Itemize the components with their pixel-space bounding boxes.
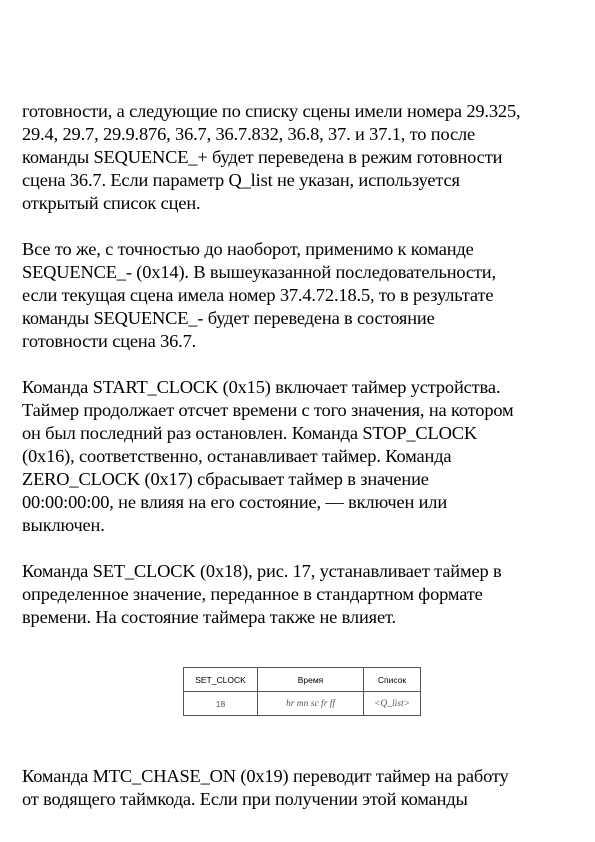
paragraph-clock-commands [22,376,582,537]
table-header-cell: SET_CLOCK [184,668,258,692]
table-header-cell: Время [258,668,364,692]
paragraph-spacer [22,215,582,238]
paragraph-set-clock [22,560,582,629]
text-line: Таймер продолжает отсчет времени с того значения, на котором [22,400,514,420]
text-line: 29.4, 29.7, 29.9.876, 36.7, 36.7.832, 36.8, 37. и 37.1, то после [22,124,476,144]
table-cell-code: 18 [184,692,258,716]
text-line: Команда SET_CLOCK (0x18), рис. 17, устанавливает таймер в [22,561,502,581]
text-line: Команда START_CLOCK (0x15) включает таймер устройства. [22,377,501,397]
set-clock-table [183,667,421,716]
text-line: Все то же, с точностью до наоборот, применимо к команде [22,239,474,259]
text-line: команды SEQUENCE_- будет переведена в состояние [22,308,435,328]
set-clock-figure [183,667,421,716]
table-row [184,692,421,716]
text-line: времени. На состояние таймера также не влияет. [22,607,396,627]
text-line: он был последний раз остановлен. Команда STOP_CLOCK [22,423,478,443]
text-line: SEQUENCE_- (0x14). В вышеуказанной последовательности, [22,262,496,282]
paragraph-sequence-minus [22,238,582,353]
text-line: Команда MTC_CHASE_ON (0x19) переводит таймер на работу [22,766,509,786]
paragraph-mtc-chase-on [22,765,582,811]
text-line: ZERO_CLOCK (0x17) сбрасывает таймер в значение [22,469,429,489]
text-line: готовности сцена 36.7. [22,331,197,351]
table-header-cell: Список [364,668,421,692]
text-line: открытый список сцен. [22,193,201,213]
paragraph-spacer [22,353,582,376]
paragraph-scene-sequence [22,100,582,215]
text-line: готовности, а следующие по списку сцены имели номера 29.325, [22,101,521,121]
text-line: определенное значение, переданное в стандартном формате [22,584,483,604]
text-line: (0x16), соответственно, останавливает таймер. Команда [22,446,452,466]
document-body [22,100,582,629]
table-header-row [184,668,421,692]
document-body-continued [22,765,582,811]
text-line: 00:00:00:00, не влияя на его состояние, — включен или [22,492,448,512]
paragraph-spacer [22,537,582,560]
text-line: выключен. [22,515,105,535]
table-cell-list: <Q_list> [364,692,421,716]
text-line: от водящего таймкода. Если при получении этой команды [22,789,468,809]
table-cell-time-format: hr mn sc fr ff [258,692,364,716]
text-line: сцена 36.7. Если параметр Q_list не указан, используется [22,170,460,190]
text-line: команды SEQUENCE_+ будет переведена в режим готовности [22,147,503,167]
text-line: если текущая сцена имела номер 37.4.72.18.5, то в результате [22,285,494,305]
